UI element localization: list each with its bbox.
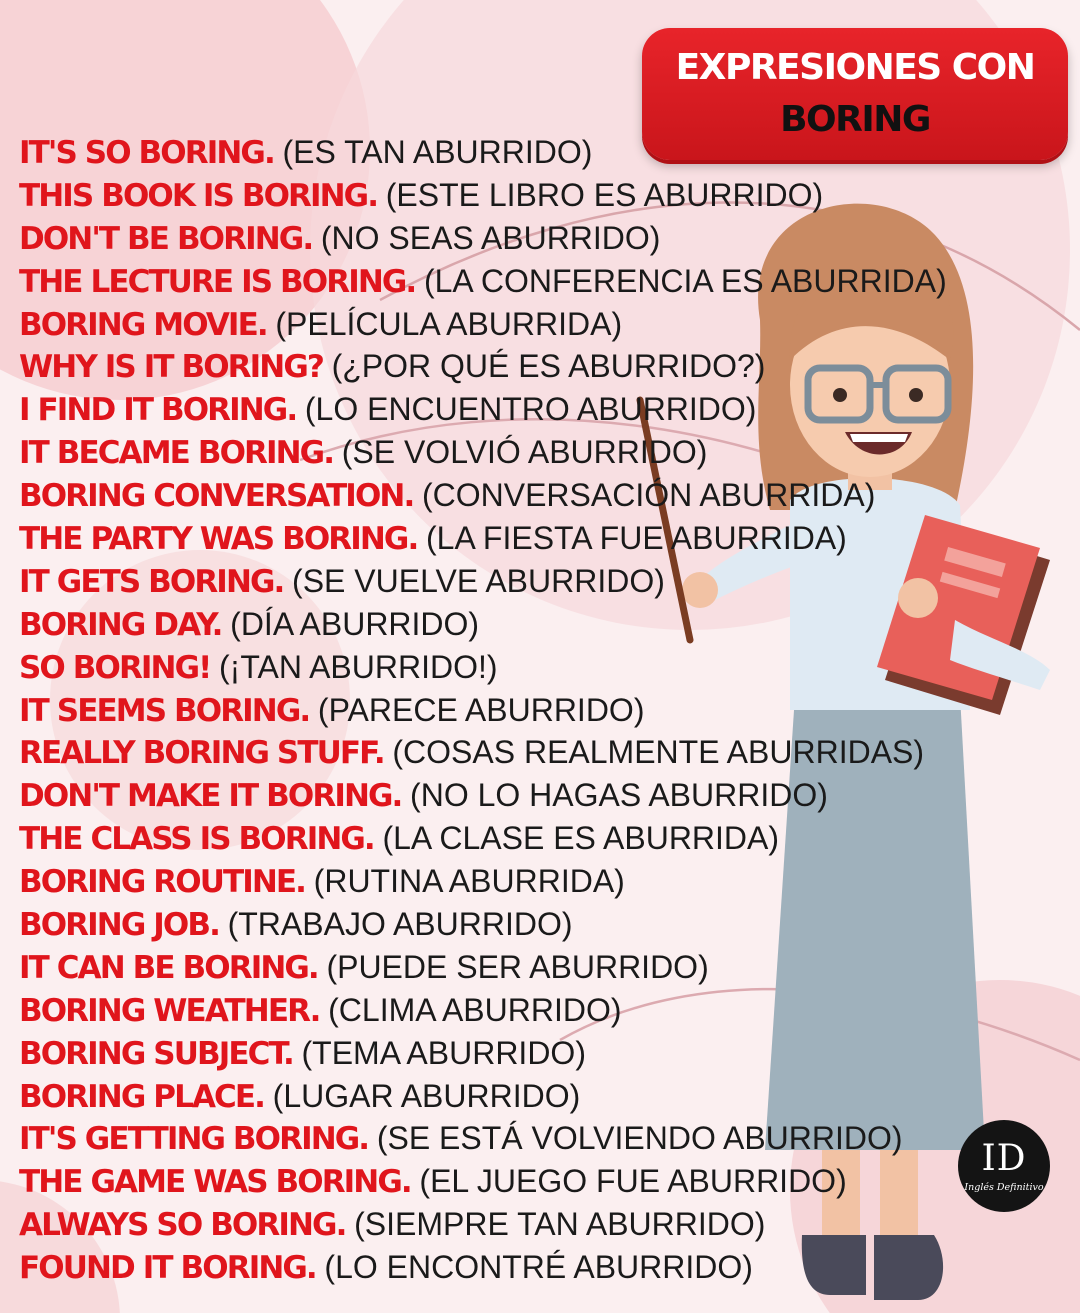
expression-spanish: (LA FIESTA FUE ABURRIDA) <box>425 520 847 557</box>
expression-row <box>19 1117 947 1160</box>
expression-english: SO BORING! <box>19 649 211 686</box>
expression-spanish: (COSAS REALMENTE ABURRIDAS) <box>392 734 925 771</box>
expression-english: IT'S SO BORING. <box>19 135 274 171</box>
expression-spanish: (RUTINA ABURRIDA) <box>313 863 625 900</box>
expression-english: THE PARTY WAS BORING. <box>19 521 418 558</box>
expression-english: THE GAME WAS BORING. <box>19 1164 411 1201</box>
expression-spanish: (PUEDE SER ABURRIDO) <box>326 948 709 985</box>
expression-row <box>19 560 947 603</box>
expression-row <box>19 817 947 860</box>
expression-english: IT'S GETTING BORING. <box>19 1121 369 1158</box>
expression-row <box>19 1160 947 1203</box>
expression-english: BORING DAY. <box>19 606 222 643</box>
expression-row <box>19 345 947 388</box>
expression-english: IT SEEMS BORING. <box>19 692 310 729</box>
expression-english: ALWAYS SO BORING. <box>19 1207 346 1244</box>
expression-english: BORING ROUTINE. <box>19 864 306 901</box>
expression-spanish: (ES TAN ABURRIDO) <box>282 134 593 170</box>
expression-row <box>19 217 947 260</box>
expression-row <box>19 646 947 689</box>
brand-logo <box>958 1120 1050 1212</box>
expression-row <box>19 1032 947 1075</box>
expression-spanish: (PELÍCULA ABURRIDA) <box>275 305 623 342</box>
expression-spanish: (TEMA ABURRIDO) <box>301 1034 586 1071</box>
expression-english: BORING JOB. <box>19 907 219 944</box>
expression-row <box>19 260 947 303</box>
expression-spanish: (LA CLASE ES ABURRIDA) <box>382 820 780 857</box>
expression-english: THIS BOOK IS BORING. <box>19 177 378 214</box>
expression-spanish: (CONVERSACIÓN ABURRIDA) <box>421 477 876 514</box>
expression-row <box>19 303 947 346</box>
expression-spanish: (EL JUEGO FUE ABURRIDO) <box>419 1163 847 1200</box>
expression-row <box>19 946 947 989</box>
expression-english: IT GETS BORING. <box>19 563 284 600</box>
expression-english: REALLY BORING STUFF. <box>19 735 384 772</box>
expression-spanish: (LO ENCUENTRO ABURRIDO) <box>304 391 757 428</box>
expression-spanish: (LA CONFERENCIA ES ABURRIDA) <box>423 262 947 299</box>
expression-english: THE CLASS IS BORING. <box>19 821 374 858</box>
expression-row <box>19 1075 947 1118</box>
expression-row <box>19 860 947 903</box>
expression-english: I FIND IT BORING. <box>19 392 297 429</box>
expression-spanish: (LO ENCONTRÉ ABURRIDO) <box>324 1249 753 1286</box>
expression-row <box>19 1246 947 1289</box>
expression-spanish: (ESTE LIBRO ES ABURRIDO) <box>385 176 824 213</box>
expression-spanish: (SIEMPRE TAN ABURRIDO) <box>354 1206 766 1243</box>
expression-english: BORING PLACE. <box>19 1078 265 1115</box>
expression-row <box>19 774 947 817</box>
expression-spanish: (CLIMA ABURRIDO) <box>328 991 622 1028</box>
expression-english: BORING SUBJECT. <box>19 1035 293 1072</box>
expression-spanish: (NO LO HAGAS ABURRIDO) <box>410 777 828 814</box>
expression-spanish: (PARECE ABURRIDO) <box>317 691 645 728</box>
expression-row <box>19 603 947 646</box>
expression-row <box>19 731 947 774</box>
expression-row <box>19 131 947 174</box>
expression-spanish: (NO SEAS ABURRIDO) <box>320 219 661 256</box>
expression-english: WHY IS IT BORING? <box>19 349 323 386</box>
expression-row <box>19 388 947 431</box>
expression-english: DON'T BE BORING. <box>19 220 313 257</box>
expression-english: BORING MOVIE. <box>19 306 267 343</box>
logo-mark: ID <box>981 1137 1027 1179</box>
expression-english: FOUND IT BORING. <box>19 1250 316 1287</box>
expression-spanish: (DÍA ABURRIDO) <box>230 605 480 642</box>
expression-english: DON'T MAKE IT BORING. <box>19 778 402 815</box>
expression-row <box>19 989 947 1032</box>
expression-spanish: (LUGAR ABURRIDO) <box>272 1077 581 1114</box>
expression-row <box>19 517 947 560</box>
expression-row <box>19 474 947 517</box>
expression-row <box>19 1203 947 1246</box>
expression-spanish: (SE ESTÁ VOLVIENDO ABURRIDO) <box>376 1120 903 1157</box>
expression-list <box>19 131 947 1289</box>
expression-spanish: (¡TAN ABURRIDO!) <box>219 648 498 685</box>
expression-spanish: (SE VOLVIÓ ABURRIDO) <box>341 434 708 471</box>
title-line-2: BORING <box>780 99 930 140</box>
title-line-1: EXPRESIONES CON <box>675 47 1035 88</box>
expression-row <box>19 431 947 474</box>
expression-row <box>19 689 947 732</box>
expression-row <box>19 903 947 946</box>
expression-spanish: (SE VUELVE ABURRIDO) <box>292 562 665 599</box>
expression-english: BORING WEATHER. <box>19 992 320 1029</box>
expression-spanish: (¿POR QUÉ ES ABURRIDO?) <box>331 348 766 385</box>
expression-english: IT CAN BE BORING. <box>19 949 318 986</box>
expression-spanish: (TRABAJO ABURRIDO) <box>227 906 573 943</box>
expression-english: IT BECAME BORING. <box>19 435 334 472</box>
logo-text: Inglés Definitivo <box>964 1181 1044 1193</box>
expression-english: THE LECTURE IS BORING. <box>19 263 416 300</box>
expression-english: BORING CONVERSATION. <box>19 478 414 515</box>
expression-row <box>19 174 947 217</box>
